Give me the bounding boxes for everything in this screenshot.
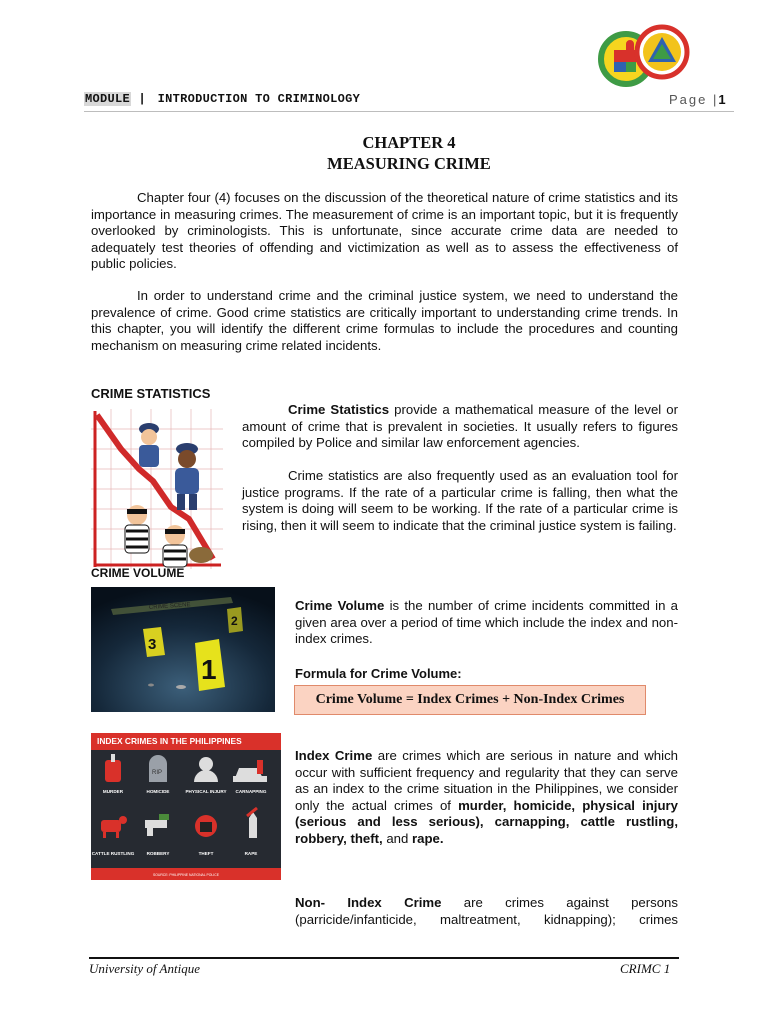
formula-label: Formula for Crime Volume: — [295, 666, 462, 681]
crime-volume-formula: Crime Volume = Index Crimes + Non-Index Crimes — [315, 692, 625, 707]
index-crime-term: Index Crime — [295, 748, 373, 763]
index-crimes-infographic — [91, 733, 281, 880]
crime-volume-description: is the number of crime incidents committed in a given area over a period of time which include the index and non-index crimes. — [295, 598, 679, 646]
index-crime-icons — [91, 750, 281, 880]
non-index-crime-definition — [295, 895, 678, 928]
module-header — [84, 92, 360, 106]
crime-volume-definition — [295, 598, 678, 648]
marker-3: 3 — [148, 636, 157, 653]
carnapping-label: CARNAPPING — [235, 789, 267, 794]
infographic-title: INDEX CRIMES IN THE PHILIPPINES — [91, 733, 281, 750]
falling-crime-chart-icon — [91, 409, 223, 569]
theft-icon — [195, 815, 217, 837]
university-seal-icon — [596, 20, 696, 90]
page-number — [669, 92, 726, 107]
page-number-value: 1 — [718, 92, 726, 107]
index-crime-list: murder, homicide, physical injury (serious and less serious), carnapping, cattle rustling, robbery, theft, — [295, 797, 678, 846]
index-crime-definition — [295, 748, 678, 847]
chapter-heading — [84, 132, 734, 174]
module-title: INTRODUCTION TO CRIMINOLOGY — [157, 92, 361, 106]
tombstone-text: RIP — [152, 770, 163, 776]
footer-rule — [89, 957, 679, 959]
footer-course-code: CRIMC 1 — [620, 961, 671, 976]
index-crime-last: rape. — [412, 830, 444, 846]
crime-statistics-illustration — [91, 409, 223, 569]
infographic-source: SOURCE: PHILIPPINE NATIONAL POLICE — [153, 873, 219, 877]
crime-statistics-term: Crime Statistics — [288, 402, 390, 417]
crime-volume-term: Crime Volume — [295, 598, 385, 613]
crime-scene-tape-text: CRIME SCENE — [148, 602, 191, 611]
robbery-icon — [145, 814, 169, 836]
module-word: MODULE — [85, 92, 131, 106]
crime-scene-photo — [91, 587, 275, 712]
crime-volume-formula-box — [294, 685, 646, 715]
intro-paragraph-1: Chapter four (4) focuses on the discussion of the theoretical nature of crime statistics and its importance in measuring crimes. The measurement of crime is an important topic, but it is frequently overlooked by criminologists. This is unfortunate, since accurate crime data are needed to adequately test theories of offending and victimization as well as to assess the effectiveness of public policies. — [91, 190, 678, 271]
intro-paragraph-2: In order to understand crime and the criminal justice system, we need to understand the prevalence of crime. Good crime statistics are critically important to understanding crime trends. In this chapter, you will identify the different crime formulas to include the procedures and counting mechanism on measuring crime related incidents. — [91, 288, 678, 353]
cattle-rustling-icon — [101, 816, 127, 838]
crime-scene-markers-icon — [91, 587, 275, 712]
university-logos — [596, 20, 696, 90]
homicide-icon — [149, 755, 167, 782]
murder-label: MURDER — [102, 789, 124, 794]
crime-statistics-paragraph-1 — [242, 402, 678, 452]
header-separator: | — [138, 92, 147, 106]
murder-icon — [105, 754, 121, 782]
footer-university: University of Antique — [89, 961, 200, 976]
index-crime-description: are crimes which are serious in nature and which occur with sufficient frequency and regularity that they can serve as an index to the crime situation in the Philippines, we consider only the actual crimes of — [295, 748, 678, 813]
chapter-number: CHAPTER 4 — [362, 133, 456, 152]
page-label: Page | — [669, 92, 719, 107]
header-rule — [84, 111, 734, 112]
robbery-label: ROBBERY — [146, 851, 170, 856]
rape-icon — [247, 808, 257, 838]
physical-injury-icon — [194, 757, 218, 782]
non-index-crime-description: are crimes against persons (parricide/infanticide, maltreatment, kidnapping); crimes — [295, 895, 678, 927]
rape-label: RAPE — [244, 851, 258, 856]
cattle-rustling-label: CATTLE RUSTLING — [91, 851, 135, 856]
homicide-label: HOMICIDE — [146, 789, 170, 794]
crime-volume-heading: CRIME VOLUME — [91, 566, 185, 580]
chapter-title: MEASURING CRIME — [327, 154, 491, 173]
index-crime-and: and — [382, 830, 413, 846]
theft-label: THEFT — [198, 851, 214, 856]
carnapping-icon — [233, 760, 267, 782]
marker-1: 1 — [201, 654, 217, 685]
marker-2: 2 — [231, 614, 238, 628]
crime-statistics-paragraph-2: Crime statistics are also frequently used as an evaluation tool for justice programs. If the rate of a particular crime is falling, then what the system is doing will seem to be working. If the rate of a particular crime is rising, then it will seem to indicate that the criminal justice system is failing. — [242, 468, 678, 533]
crime-statistics-definition: provide a mathematical measure of the level or amount of crime that is prevalent in societies. It usually refers to figures compiled by Police and similar law enforcement agencies. — [242, 402, 678, 450]
crime-statistics-heading: CRIME STATISTICS — [91, 386, 211, 401]
physical-injury-label: PHYSICAL INJURY — [185, 789, 227, 794]
non-index-crime-term: Non- Index Crime — [295, 895, 442, 910]
